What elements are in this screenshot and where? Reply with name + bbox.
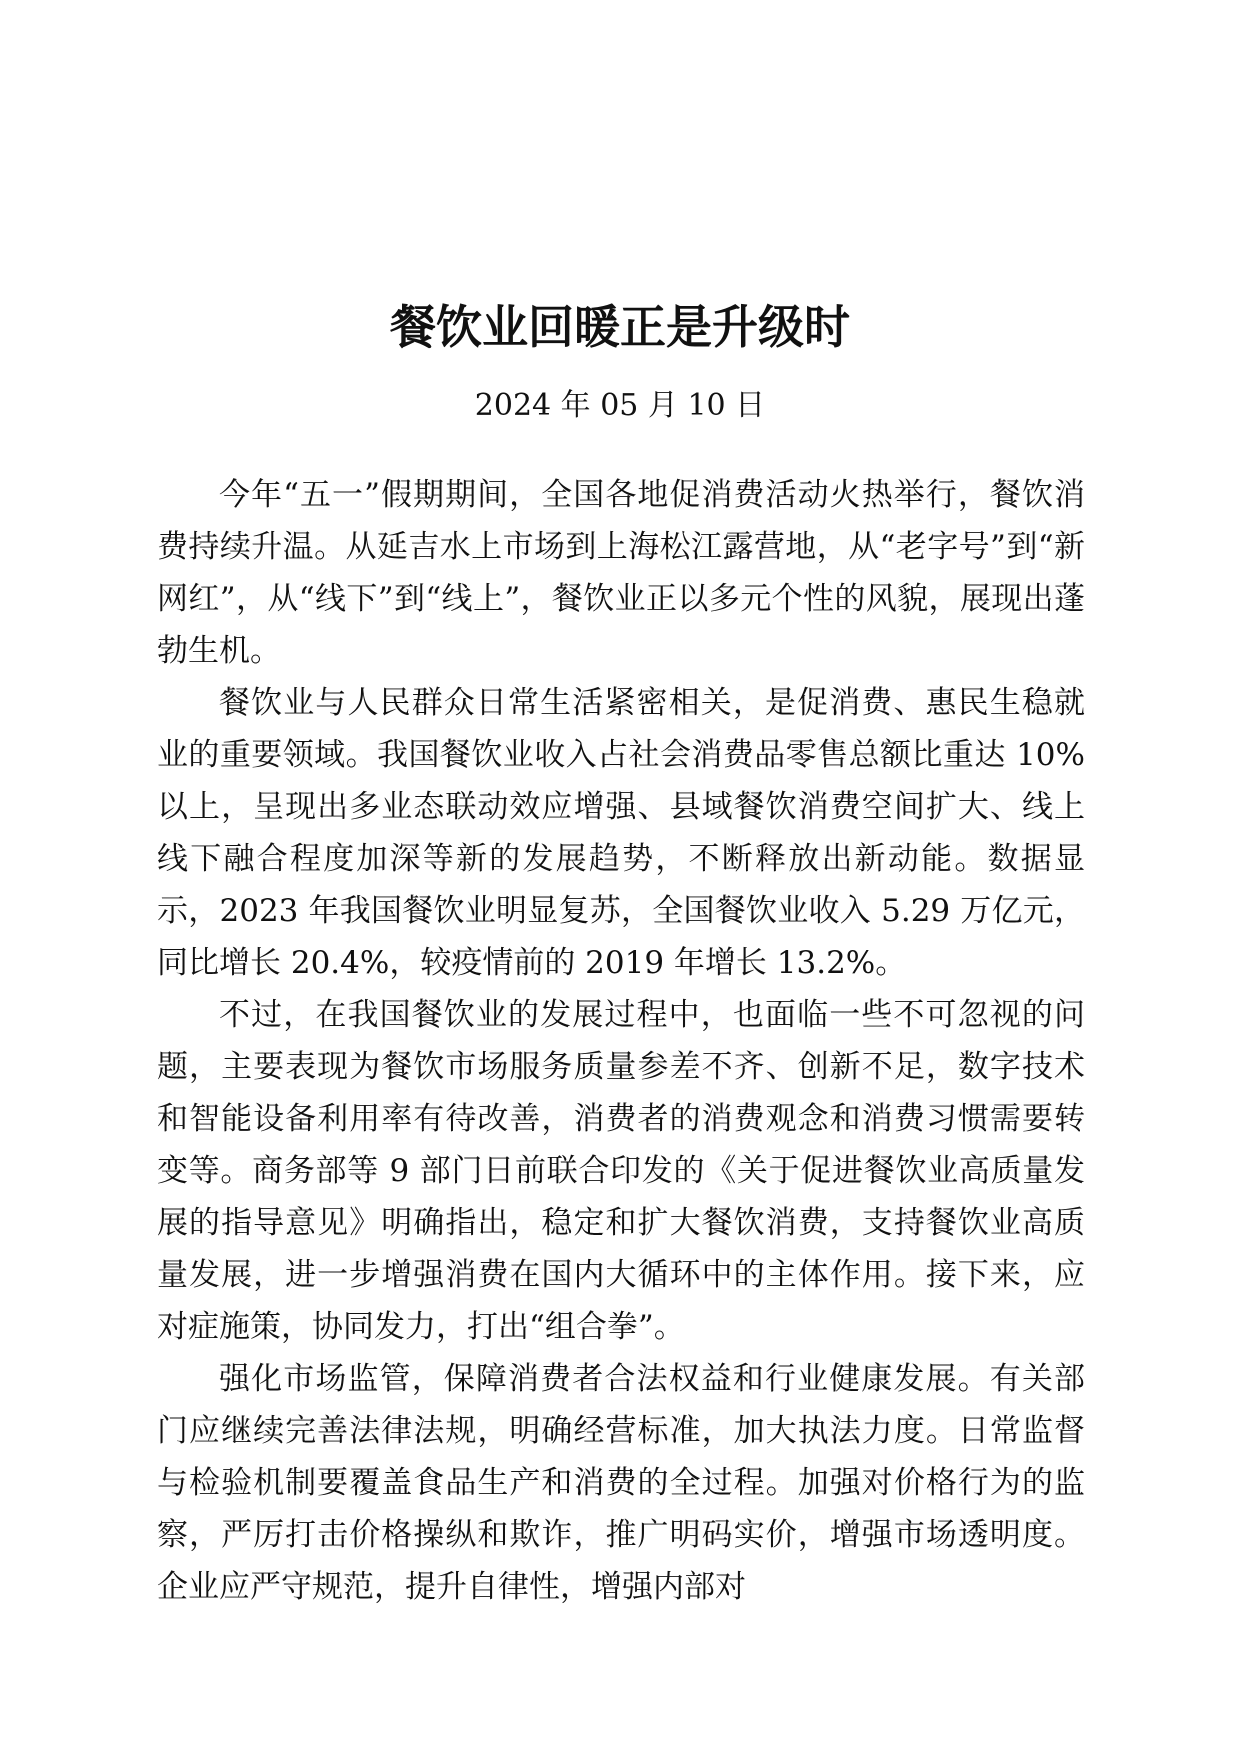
paragraph: 今年“五一”假期期间，全国各地促消费活动火热举行，餐饮消费持续升温。从延吉水上市场到上海松江露营地，从“老字号”到“新网红”，从“线下”到“线上”，餐饮业正以多元个性的风貌，展现出蓬勃生机。 — [157, 477, 1085, 669]
paragraph: 餐饮业与人民群众日常生活紧密相关，是促消费、惠民生稳就业的重要领域。我国餐饮业收入占社会消费品零售总额比重达 10%以上，呈现出多业态联动效应增强、县域餐饮消费空间扩大、线上线下融合程度加深等新的发展趋势，不断释放出新动能。数据显示，2023 年我国餐饮业明显复苏，全国餐饮业收入 5.29 万亿元，同比增长 20.4%，较疫情前的 2019 年增长 13.2%。 — [157, 685, 1085, 981]
paragraph: 强化市场监管，保障消费者合法权益和行业健康发展。有关部门应继续完善法律法规，明确经营标准，加大执法力度。日常监督与检验机制要覆盖食品生产和消费的全过程。加强对价格行为的监察，严厉打击价格操纵和欺诈，推广明码实价，增强市场透明度。企业应严守规范，提升自律性，增强内部对 — [157, 1361, 1085, 1605]
paragraph: 不过，在我国餐饮业的发展过程中，也面临一些不可忽视的问题，主要表现为餐饮市场服务质量参差不齐、创新不足，数字技术和智能设备利用率有待改善，消费者的消费观念和消费习惯需要转变等。商务部等 9 部门日前联合印发的《关于促进餐饮业高质量发展的指导意见》明确指出，稳定和扩大餐饮消费，支持餐饮业高质量发展，进一步增强消费在国内大循环中的主体作用。接下来，应对症施策，协同发力，打出“组合拳”。 — [157, 997, 1085, 1345]
article-title: 餐饮业回暖正是升级时 — [390, 300, 850, 354]
article-date: 2024 年 05 月 10 日 — [474, 388, 766, 423]
article-body — [157, 469, 1085, 1613]
